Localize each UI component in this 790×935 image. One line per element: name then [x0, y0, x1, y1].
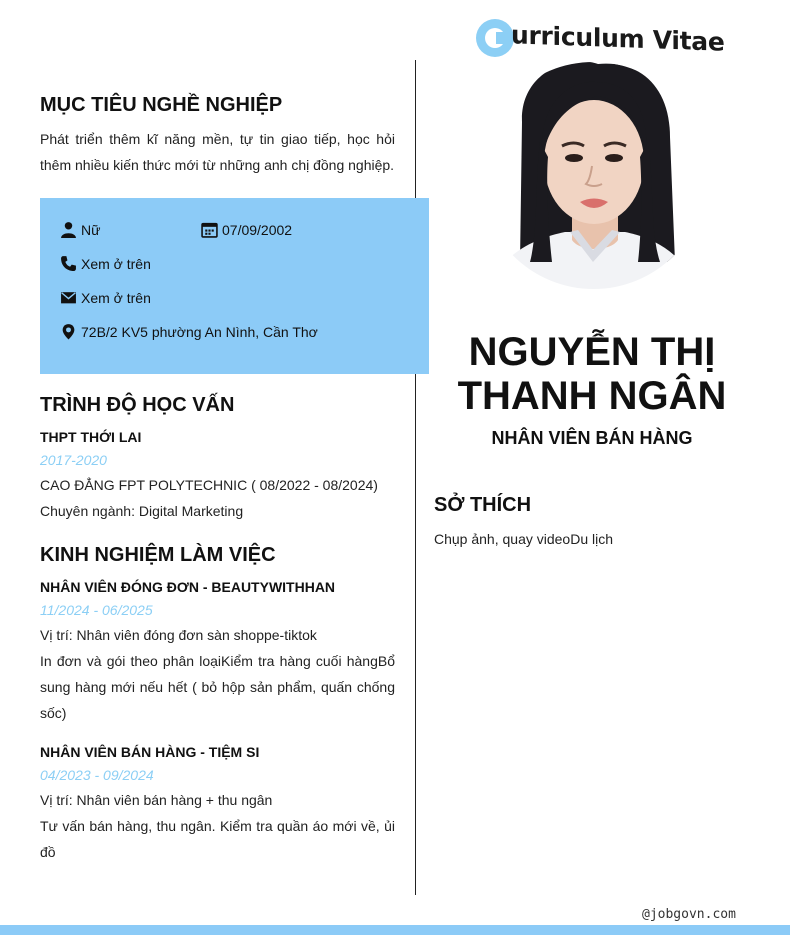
job-description-line: đồ [40, 844, 56, 860]
job-description-line: sốc) [40, 705, 67, 721]
cv-logo [476, 18, 725, 58]
job-period: 04/2023 - 09/2024 [40, 767, 154, 783]
job-description-line: sung hàng mới nếu hết ( bỏ hộp sản phẩm, quấn chống [40, 679, 395, 695]
job-position: Vị trí: Nhân viên bán hàng + thu ngân [40, 792, 273, 808]
email-row [60, 289, 151, 306]
objective-line: thêm nhiều kiến thức mới từ những anh chị đồng nghiệp. [40, 157, 395, 173]
address-value: 72B/2 KV5 phường An Nình, Cần Thơ [81, 323, 318, 340]
email-value: Xem ở trên [81, 289, 151, 306]
candidate-name-line: NGUYỄN THỊ [468, 330, 716, 374]
contact-info-box [40, 198, 429, 374]
college-name: CAO ĐẲNG FPT POLYTECHNIC ( 08/2022 - 08/2024) [40, 477, 378, 493]
phone-icon [60, 255, 77, 272]
profile-photo [480, 62, 707, 289]
candidate-name [434, 330, 750, 418]
school-period: 2017-2020 [40, 452, 107, 468]
candidate-role: NHÂN VIÊN BÁN HÀNG [491, 428, 693, 448]
person-icon [60, 221, 77, 238]
calendar-icon [201, 221, 218, 238]
bottom-accent-bar [0, 925, 790, 935]
job-title: NHÂN VIÊN BÁN HÀNG - TIỆM SI [40, 744, 260, 760]
objective-text [40, 126, 395, 178]
column-divider [415, 60, 416, 895]
job-title: NHÂN VIÊN ĐÓNG ĐƠN - BEAUTYWITHHAN [40, 579, 336, 595]
major-text: Chuyên ngành: Digital Marketing [40, 503, 244, 519]
logo-text: urriculum Vitae [511, 19, 725, 57]
hobbies-text: Chụp ảnh, quay videoDu lịch [434, 531, 614, 547]
job-description-line: Tư vấn bán hàng, thu ngân. Kiểm tra quần áo mới về, ủi [40, 818, 395, 834]
job-position: Vị trí: Nhân viên đóng đơn sàn shoppe-tiktok [40, 627, 317, 643]
job-period: 11/2024 - 06/2025 [40, 602, 153, 618]
gender-value: Nữ [81, 221, 101, 238]
objective-title: MỤC TIÊU NGHỀ NGHIỆP [40, 94, 283, 116]
birthdate-value: 07/09/2002 [222, 221, 293, 238]
job-description [40, 813, 395, 865]
phone-value: Xem ở trên [81, 255, 151, 272]
job-description-line: In đơn và gói theo phân loạiKiểm tra hàng cuối hàngBổ [40, 653, 395, 669]
hobbies-title: SỞ THÍCH [434, 494, 532, 516]
portrait-illustration [480, 62, 707, 289]
job-description [40, 648, 395, 726]
gender-row [60, 221, 100, 238]
objective-line: Phát triển thêm kĩ năng mền, tự tin giao tiếp, học hỏi [40, 131, 395, 147]
experience-title: KINH NGHIỆM LÀM VIỆC [40, 544, 276, 566]
mail-icon [60, 289, 77, 306]
phone-row [60, 255, 151, 272]
candidate-name-line: THANH NGÂN [457, 374, 727, 418]
location-pin-icon [60, 323, 77, 340]
education-title: TRÌNH ĐỘ HỌC VẤN [40, 394, 235, 416]
watermark: @jobgovn.com [642, 907, 736, 922]
birthdate-row [201, 221, 292, 238]
address-row [60, 323, 318, 340]
logo-c-icon [476, 19, 514, 57]
school-name: THPT THỚI LAI [40, 429, 142, 445]
